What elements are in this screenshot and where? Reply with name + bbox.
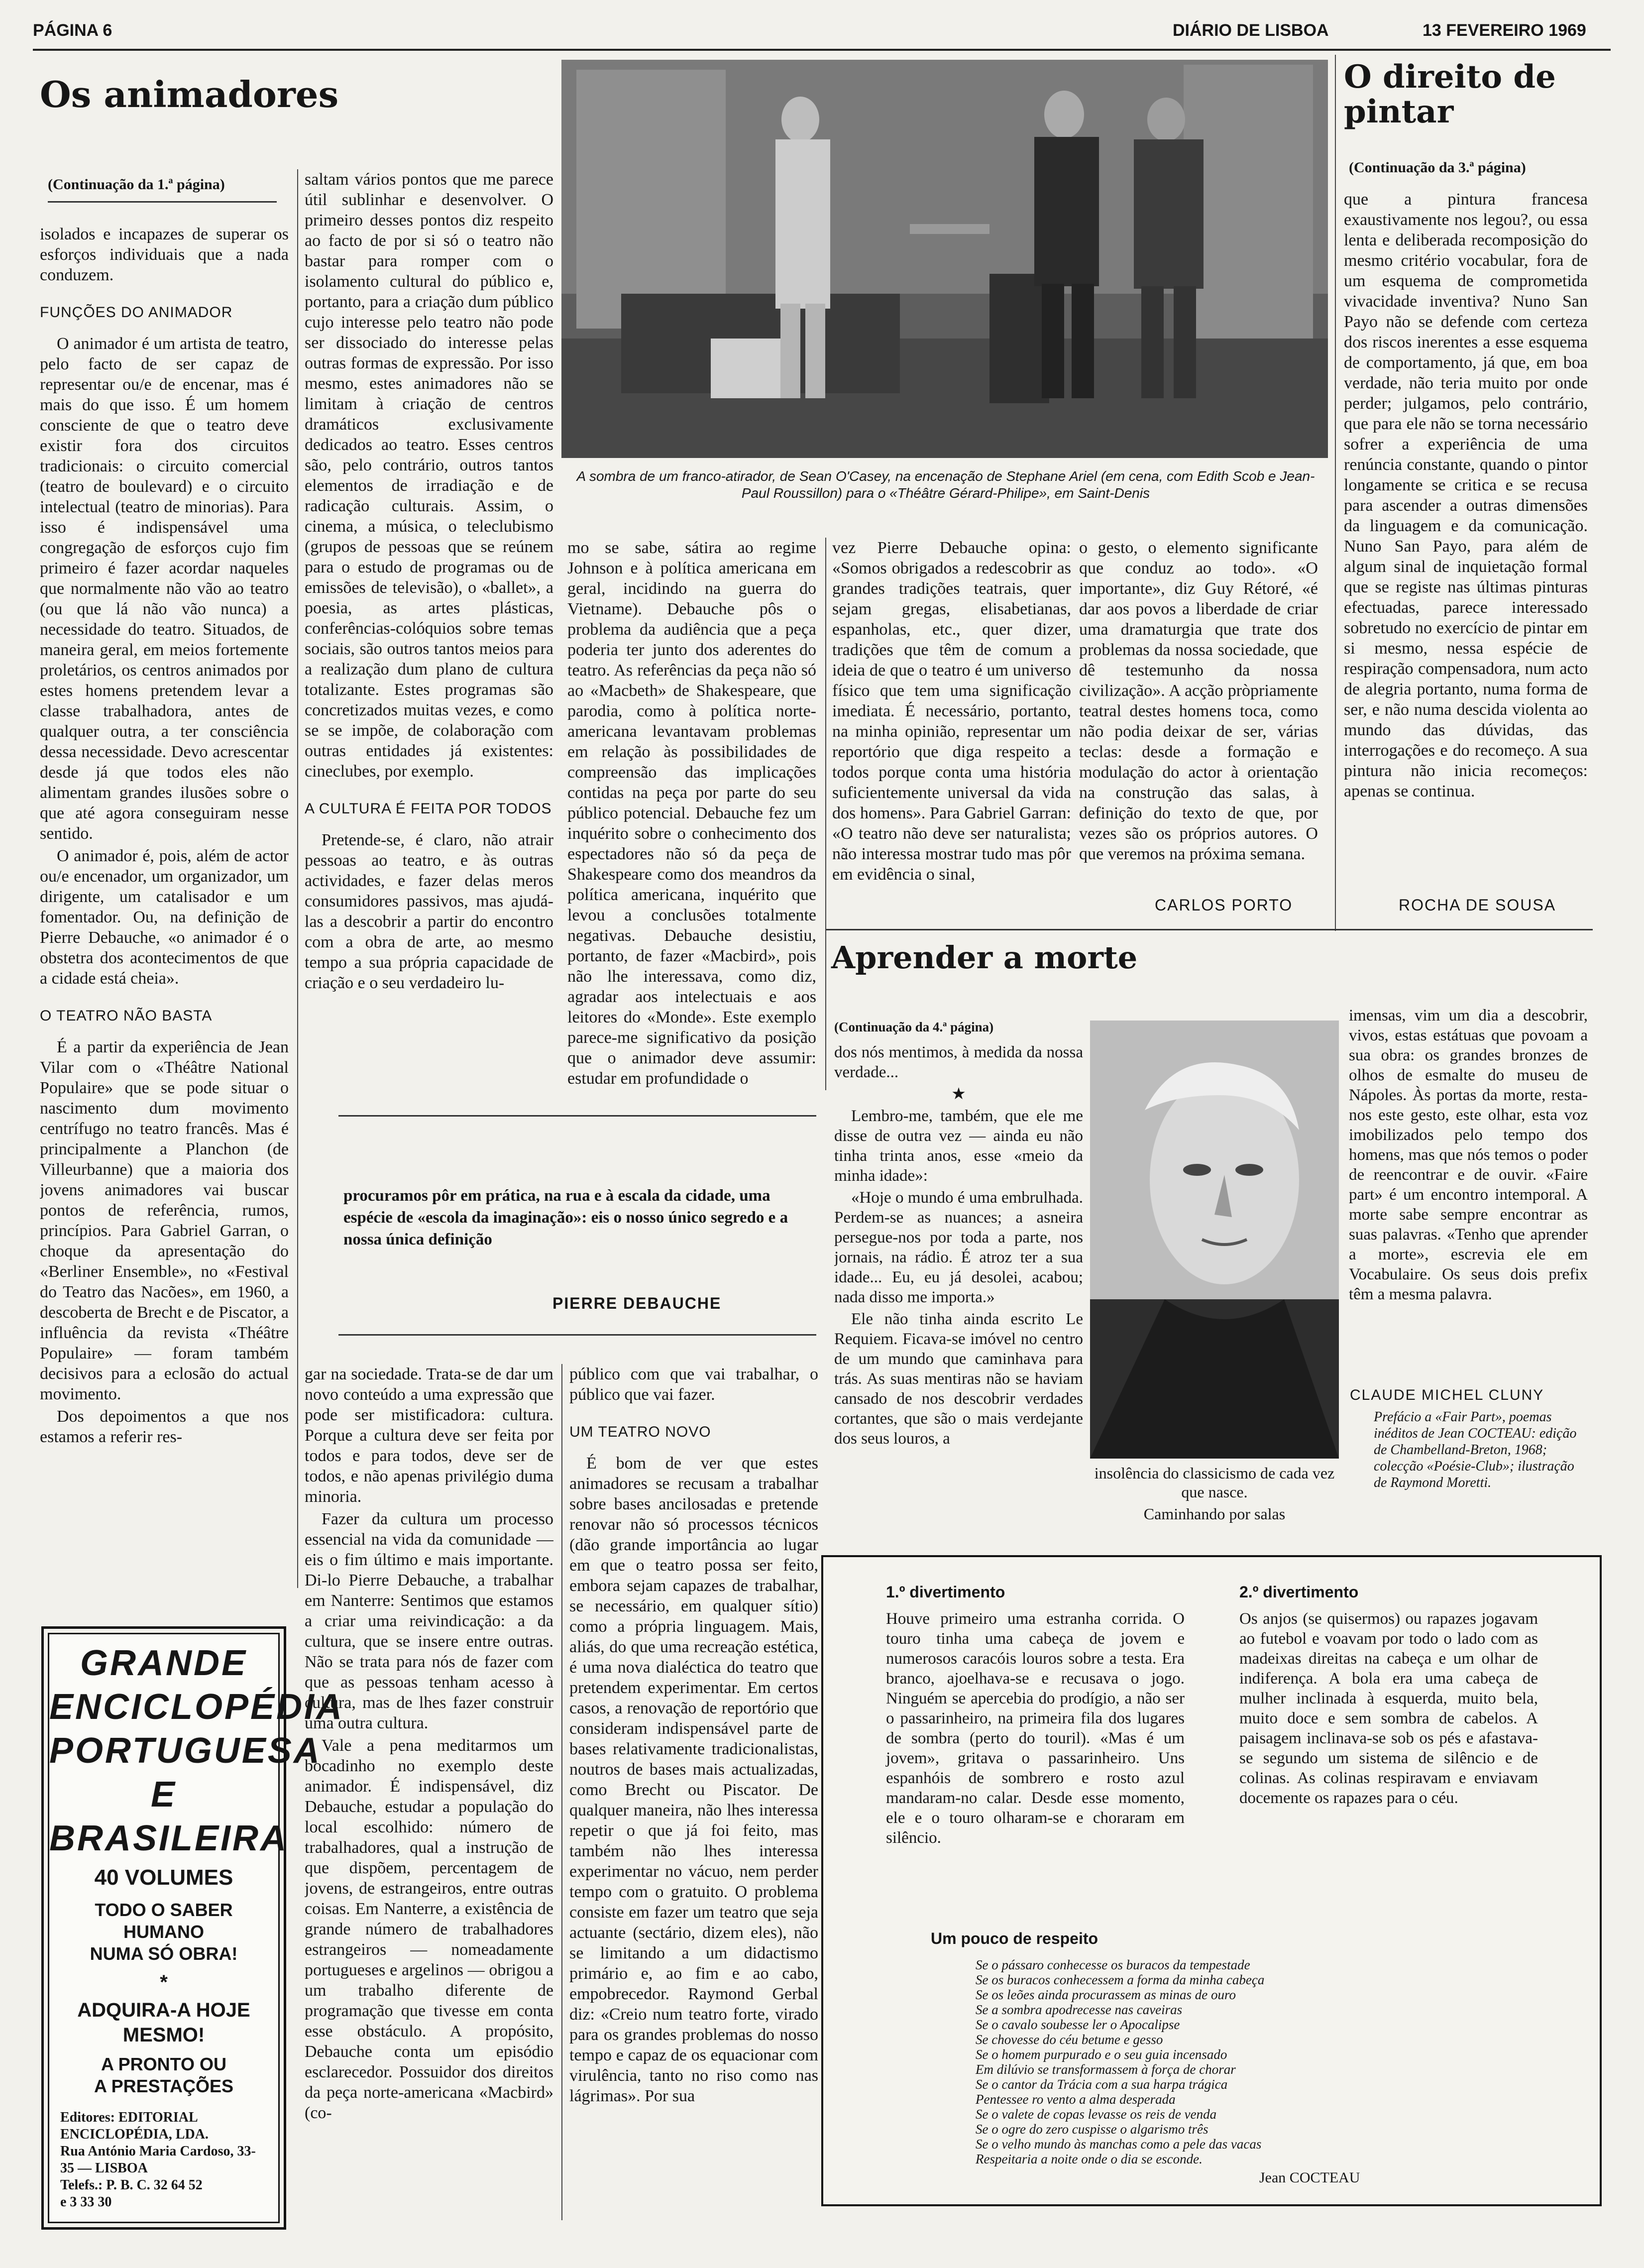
divertimento-2-text: Os anjos (se quisermos) ou rapazes jogavam ao futebol e voavam por todo o lado com as madeixas direitas na cabeça e um olhar de indiferença. A bola era uma cabeça de mulher inclinada à esquerda, muito bela, muito doce e sem sombra de cabelos. A paisagem inclinava-se sob os pés e afastava-se segundo um sistema de silêncio e de colinas. As colinas respiravam e enviavam docemente os rapazes para o céu. xyxy=(1239,1610,1538,1807)
paragraph: Lembro-me, também, que ele me disse de outra vez — ainda eu não tinha trinta anos, esse «meio da minha idade»: xyxy=(834,1107,1083,1185)
column-rule xyxy=(561,1364,562,2220)
morte-column-1 xyxy=(834,1042,1083,1545)
morte-headline: Aprender a morte xyxy=(831,939,1138,976)
quote-rule xyxy=(338,1115,816,1117)
divertimento-1-title: 1.º divertimento xyxy=(886,1583,1005,1601)
ad-slogan-line: NUMA SÓ OBRA! xyxy=(90,1943,238,1964)
section-subheading: O TEATRO NÃO BASTA xyxy=(40,1008,213,1024)
ad-publisher-line: ENCICLOPÉDIA, LDA. xyxy=(60,2127,209,2142)
ad-payment xyxy=(49,2053,278,2097)
poem-line: Se o valete de copas levasse os reis de venda xyxy=(976,2107,1217,2122)
ad-cta-line: ADQUIRA-A HOJE xyxy=(77,1999,250,2021)
column-rule xyxy=(825,538,826,1090)
poem-line: Pentessee ro vento a alma desperada xyxy=(976,2092,1176,2107)
poem-author: Jean COCTEAU xyxy=(1259,2169,1360,2186)
morte-note: Prefácio a «Fair Part», poemas inéditos de Jean COCTEAU: edição de Chambelland-Breton, 1968; colecção «Poésie-Club»; ilustração de Raymond Moretti. xyxy=(1374,1409,1577,1490)
newspaper-name: DIÁRIO DE LISBOA xyxy=(1173,21,1329,40)
paragraph: O animador é um artista de teatro, pelo facto de ser capaz de representar ou/e de encenar, mas é mais do que isso. É um homem consciente de que o teatro deve existir fora dos circuitos tradicionais: o circuito comercial (teatro de boulevard) e o circuito intelectual (teatro de minorias). Para isso é indispensável uma congregação de esforços cujo fim primeiro é fazer acordar naqueles que normalmente não vão ao teatro (ou que lá não vão nunca) a necessidade do teatro. Situados, de maneira geral, em meios fortemente proletários, os centros animados por estes homens pretendem levar a classe trabalhadora, antes de qualquer outra, a ter consciência dessa necessidade. Devo acrescentar desde já que todos eles não alimentam grandes ilusões sobre o que até agora conseguiram nesse sentido. xyxy=(40,335,289,843)
theatre-photo xyxy=(561,60,1328,458)
poem-title: Um pouco de respeito xyxy=(931,1929,1098,1947)
section-subheading: A CULTURA É FEITA POR TODOS xyxy=(305,800,552,817)
paragraph: vez Pierre Debauche opina: «Somos obrigados a redescobrir as grandes tradições teatrais, quer sejam gregas, elisabetianas, espanholas, etc., quer dizer, tradições que têm de comum a ideia de que o teatro é um universo físico que tem uma significação imediata. É necessário, portanto, na minha opinião, representar um reportório que diga respeito a todos porque conta uma história suficientemente universal da vida dos homens». Para Gabriel Garran: «O teatro não deve ser naturalista; não interessa mostrar tudo mas pôr em evidência o sinal, xyxy=(832,539,1071,884)
animadores-column-4 xyxy=(832,538,1071,916)
paragraph: É bom de ver que estes animadores se recusam a trabalhar sobre bases ancilosadas e pretende renovar não só processos técnicos (dão grande importância ao lugar em que o teatro possa ser feito, embora sejam capazes de trabalhar, se necessário, em qualquer sítio) como a própria linguagem. Mais, aliás, do que uma recreação estética, é uma nova dialéctica do teatro que pretendem experimentar. Em certos casos, a renovação de reportório que consideram indispensável parte de bases relativamente tradicionalistas, noutros de bases mais actualizadas, como Brecht ou Piscator. De qualquer maneira, não lhes interessa repetir o que já foi feito, mas também não lhes interessa experimentar no vácuo, nem perder tempo com o gratuito. O problema consiste em fazer um teatro que seja actuante (sectário, dizem eles), não se limitando a um didactismo primário e, ao fim e ao cabo, empobrecedor. Raymond Gerbal diz: «Creio num teatro forte, virado para os grandes problemas do nosso tempo e capaz de os equacionar com virulência, tanto no riso como nas lágrimas». Por sua xyxy=(569,1454,818,2105)
poem-line: Respeitaria a noite onde o dia se esconde. xyxy=(976,2152,1203,2166)
paragraph: público com que vai trabalhar, o público que vai fazer. xyxy=(569,1365,818,1404)
issue-date: 13 FEVEREIRO 1969 xyxy=(1423,21,1586,40)
poem-line: Se o velho mundo às manchas como a pele das vacas xyxy=(976,2137,1262,2152)
ad-publisher-line: e 3 33 30 xyxy=(60,2194,112,2210)
ad-slogan-line: TODO O SABER xyxy=(95,1900,233,1920)
poem-line: Se o ogre do zero cuspisse o algarismo três xyxy=(976,2122,1208,2137)
section-subheading: FUNÇÕES DO ANIMADOR xyxy=(40,304,233,321)
photo-caption: A sombra de um franco-atirador, de Sean O'Casey, na encenação de Stephane Ariel (em cena, com Edith Scob e Jean-Paul Roussillon) para o «Théâtre Gérard-Philipe», em Saint-Denis xyxy=(576,468,1315,501)
ad-slogan-line: HUMANO xyxy=(123,1922,204,1942)
portrait-caption-2: Caminhando por salas xyxy=(1143,1505,1286,1523)
paragraph: que a pintura francesa exaustivamente nos legou?, ou essa lenta e deliberada recomposição do mesmo critério vocabular, fora de um esquema de comprometida vivacidade inventiva? Nuno San Payo não se defende com certeza dos riscos inerentes a esse esquema de comportamento, já que, em boa verdade, não teria muito por onde perder; julgamos, pelo contrário, que para ele não se torna necessário sofrer a experiência de uma renúncia constante, quando o pintor longamente se critica e se recusa para ascender a outras dimensões da linguagem e da comunicação. Nuno San Payo, para além de algum sinal de inquietação formal que se registe nas últimas pinturas efectuadas, parece interessado sobretudo no exercício de pintar em si mesmo, nessa espécie de respiração compensadora, num acto de alegria portanto, numa forma de ser, e não numa descida violenta ao mundo das dúvidas, das interrogações e do recomeço. A sua pintura não inicia recomeços: apenas se continua. xyxy=(1344,190,1588,800)
ad-title-line: PORTUGUESA xyxy=(49,1731,322,1771)
animadores-column-3 xyxy=(567,538,816,1100)
animadores-column-6 xyxy=(305,1364,553,2220)
paragraph: Fazer da cultura um processo essencial na vida da comunidade — eis o fim último e mais importante. Di-lo Pierre Debauche, a trabalhar em Nanterre: Sentimos que estamos a criar uma reivindicação: a da cultura, que se insere entre outras. Não se trata para nós de fazer com que as pessoas tenham acesso à cultura, mas de lhes fazer construir uma outra cultura. xyxy=(305,1510,553,1732)
cocteau-portrait xyxy=(1090,1021,1339,1459)
ad-payment-line: A PRESTAÇÕES xyxy=(94,2076,234,2096)
header-rule xyxy=(33,49,1611,51)
paragraph: o gesto, o elemento significante que conduz ao todo». «O importante», diz Guy Rétoré, «é dar aos povos a liberdade de criar uma dramaturgia que trate dos problemas da nossa sociedade, que dê testemunho da nossa civilização». A acção pròpriamente teatral destes homens toca, como não podia deixar de ser, várias teclas: desde a formação e modulação do actor à orientação na construção das salas, à definição do texto de que, por vezes são os próprios autores. O que veremos na próxima semana. xyxy=(1079,539,1318,863)
section-rule xyxy=(826,929,1593,930)
paragraph: O animador é, pois, além de actor ou/e encenador, um organizador, um dirigente, um catalisador e um fomentador. Ou, na definição de Pierre Debauche, «o animador é o obstetra dos acontecimentos de que a cidade está cheia». xyxy=(40,847,289,988)
paragraph: Dos depoimentos a que nos estamos a referir res- xyxy=(40,1407,289,1446)
animadores-continuation: (Continuação da 1.ª página) xyxy=(48,176,225,193)
continuation-rule xyxy=(48,201,277,203)
cocteau-portrait-illustration xyxy=(1090,1021,1339,1459)
pull-quote: procuramos pôr em prática, na rua e à escala da cidade, uma espécie de «escola da imaginação»: eis o nosso único segredo e a nossa única definição xyxy=(343,1187,788,1248)
direito-column xyxy=(1344,189,1588,896)
divertimento-2-title: 2.º divertimento xyxy=(1239,1583,1359,1601)
paragraph: imensas, vim um dia a descobrir, vivos, estas estátuas que povoam a sua obra: os grandes bronzes de olhos de esmalte do museu de Nápoles. Às portas da morte, resta-nos este gesto, este olhar, esta voz imobilizados pelo tempo dos homens, mas que nós temos o poder de reencontrar e de ouvir. «Faire part» é um encontro intemporal. A morte sabe sempre encontrar as suas palavras. «Tenho que aprender a morte», escrevia ele em Vocabulaire. Os seus dois prefix têm a mesma palavra. xyxy=(1349,1007,1588,1303)
poem-line: Se a sombra apodrecesse nas caveiras xyxy=(976,2002,1183,2017)
theatre-scene-illustration xyxy=(561,60,1328,458)
ad-title-line: GRANDE xyxy=(80,1643,247,1683)
paragraph: «Hoje o mundo é uma embrulhada. Perdem-se as nuances; a asneira persegue-nos por toda a parte, nos jornais, na rádio. É atroz ter a sua idade... Eu, eu já desolei, acabou; nada disso me importa.» xyxy=(834,1189,1083,1306)
divertimento-1-text: Houve primeiro uma estranha corrida. O touro tinha uma cabeça de jovem e numerosos caracóis louros sobre a testa. Era branco, ajoelhava-se e recusava o jogo. Ninguém se apercebia do prodígio, a não ser o passarinheiro, na primeira fila dos lugares de sombra (perto do touril). «Mas é um jovem», gritava o passarinheiro. Uns espanhóis de sombrero e rosto azul mandaram-no calar. Desde esse momento, ele e o touro olharam-se e choraram em silêncio. xyxy=(886,1610,1185,1847)
poem-line: Se o cavalo soubesse ler o Apocalipse xyxy=(976,2017,1180,2032)
ad-cta-line: MESMO! xyxy=(122,2024,205,2046)
poem-line: Em dilúvio se transformassem à força de chorar xyxy=(976,2062,1236,2077)
ad-star: * xyxy=(160,1971,168,1993)
morte-byline: CLAUDE MICHEL CLUNY xyxy=(1350,1387,1544,1403)
ad-title-line: ENCICLOPÉDIA xyxy=(49,1687,344,1727)
ad-publisher-line: Rua António Maria Cardoso, 33-35 — LISBOA xyxy=(60,2144,256,2176)
paragraph: saltam vários pontos que me parece útil sublinhar e desenvolver. O primeiro desses pontos diz respeito ao facto de por si só o teatro não bastar para romper com o isolamento cultural do público e, portanto, para a criação dum público cujo interesse pelo teatro não pode ser dissociado do interesse pelas outras formas de expressão. Por isso mesmo, estes animadores não se limitam à criação de centros dramáticos exclusivamente dedicados ao teatro. Esses centros são, pelo contrário, outros tantos elementos de irradiação e de radicação culturais. Assim, o cinema, a música, o teleclubismo (grupos de pessoas que se reúnem para o estudo de programas ou de emissões de televisão), o «ballet», a poesia, as artes plásticas, conferências-colóquios sobre temas sociais, são outros tantos meios para a realização dum plano de cultura totalizante. Estes programas são concretizados muitas vezes, e como se se impõe, de colaboração com outras entidades já existentes: cineclubes, por exemplo. xyxy=(305,170,553,781)
page-number: PÁGINA 6 xyxy=(33,21,112,40)
poem-line: Se o homem purpurado e o seu guia incensado xyxy=(976,2047,1227,2062)
ad-slogan xyxy=(49,1899,278,1965)
morte-continuation: (Continuação da 4.ª página) xyxy=(834,1020,994,1034)
paragraph: dos nós mentimos, à medida da nossa verdade... xyxy=(834,1043,1083,1081)
direito-continuation: (Continuação da 3.ª página) xyxy=(1349,159,1526,176)
column-rule xyxy=(1335,55,1336,931)
paragraph: Vale a pena meditarmos um bocadinho no exemplo deste animador. É indispensável, diz Debauche, estudar a população do local escolhido: número de trabalhadores, qual a instrução de que dispõem, percentagem de jovens, de estrangeiros, entre outras coisas. Em Nanterre, a existência de grande número de trabalhadores estrangeiros — nomeadamente portugueses e argelinos — obrigou a um trabalho diferente de programação que tivesse em conta esse obstáculo. A propósito, Debauche conta um episódio esclarecedor. Possuidor dos direitos da peça norte-americana «Macbird» (co- xyxy=(305,1736,553,2122)
encyclopedia-advertisement xyxy=(48,1633,344,2223)
animadores-byline: CARLOS PORTO xyxy=(1155,896,1293,914)
animadores-column-2 xyxy=(305,169,553,1235)
animadores-column-7 xyxy=(569,1364,818,2220)
paragraph: isolados e incapazes de superar os esforços individuais que a nada conduzem. xyxy=(40,225,289,284)
direito-headline: O direito de pintar xyxy=(1344,58,1556,131)
quote-author: PIERRE DEBAUCHE xyxy=(552,1294,722,1312)
animadores-column-5 xyxy=(1079,538,1318,896)
portrait-caption: insolência do classicismo de cada vez que nasce. xyxy=(1094,1464,1335,1501)
ad-volumes: 40 VOLUMES xyxy=(94,1865,233,1890)
ad-publisher-line: Editores: EDITORIAL xyxy=(60,2110,198,2125)
poem-line: Se chovesse do céu betume e gesso xyxy=(976,2032,1163,2047)
direito-byline: ROCHA DE SOUSA xyxy=(1399,896,1556,914)
ad-publisher-line: Telefs.: P. B. C. 32 64 52 xyxy=(60,2177,203,2193)
poem-line: Se os leões ainda procurassem as minas de ouro xyxy=(976,1987,1236,2002)
paragraph: ★ xyxy=(951,1085,966,1103)
poem-body xyxy=(976,1957,1424,2166)
ad-publisher xyxy=(60,2109,267,2211)
animadores-column-1 xyxy=(40,224,289,1618)
ad-title xyxy=(49,1641,344,1860)
paragraph: Ele não tinha ainda escrito Le Requiem. Ficava-se imóvel no centro de um mundo que caminhava para trás. As suas mentiras não se haviam cansado de nos descobrir verdades cortantes, que são o mais verdejante dos seus louros, a xyxy=(834,1310,1083,1448)
paragraph: mo se sabe, sátira ao regime Johnson e à política americana em geral, incidindo na guerra do Vietname). Debauche pôs o problema da audiência que a peça poderia ter junto dos aderentes do teatro. As referências da peça não só ao «Macbeth» de Shakespeare, que parodia, como à política norte-americana levantavam problemas em relação às possibilidades de compreensão das implicações contidas na peça por parte do seu público potencial. Debauche fez um inquérito sobre o conhecimento dos espectadores não só da peça de Shakespeare como dos meandros da política americana, inquérito que levou a conclusões totalmente negativas. Debauche desistiu, portanto, de fazer «Macbird», pois não lhe interessava, como diz, agradar aos intelectuais e aos leitores do «Monde». Este exemplo parece-me significativo da posição que o animador deve assumir: estudar em profundidade o xyxy=(567,539,816,1088)
column-rule xyxy=(297,169,298,1588)
morte-column-2 xyxy=(1349,1006,1588,1384)
poem-line: Se o cantor da Trácia com a sua harpa trágica xyxy=(976,2077,1228,2092)
paragraph: gar na sociedade. Trata-se de dar um novo conteúdo a uma expressão que pode ser mistificadora: cultura. Porque a cultura deve ser feita por todos e para todos, deve ser de todos, e não apenas privilégio duma minoria. xyxy=(305,1365,553,1506)
section-subheading: UM TEATRO NOVO xyxy=(569,1424,711,1440)
ad-title-line: E BRASILEIRA xyxy=(49,1775,289,1858)
animadores-headline: Os animadores xyxy=(40,73,339,115)
paragraph: É a partir da experiência de Jean Vilar com o «Théâtre National Populaire» que se pode situar o nascimento dum movimento centrífugo no teatro francês. Mas é principalmente a Planchon (de Villeurbanne) que a maioria dos jovens animadores vai buscar pontos de referência, rumos, princípios. Para Gabriel Garran, o choque da apresentação do «Berliner Ensemble», no «Festival do Teatro das Nacões», em 1960, a descoberta de Brecht e de Piscator, a influência da revista «Théâtre Populaire» — foram também decisivos para a eclosão do actual movimento. xyxy=(40,1038,289,1403)
ad-call-to-action xyxy=(49,1998,278,2047)
paragraph: Pretende-se, é claro, não atrair pessoas ao teatro, e às outras actividades, e fazer delas meros consumidores passivos, mas ajudá-las a descobrir a partir do encontro com a obra de arte, ao mesmo tempo a sua própria capacidade de criação e o seu verdadeiro lu- xyxy=(305,831,553,992)
ad-payment-line: A PRONTO OU xyxy=(101,2054,227,2074)
quote-rule xyxy=(338,1334,816,1336)
poem-line: Se os buracos conhecessem a forma da minha cabeça xyxy=(976,1972,1265,1987)
poem-line: Se o pássaro conhecesse os buracos da tempestade xyxy=(976,1957,1250,1972)
